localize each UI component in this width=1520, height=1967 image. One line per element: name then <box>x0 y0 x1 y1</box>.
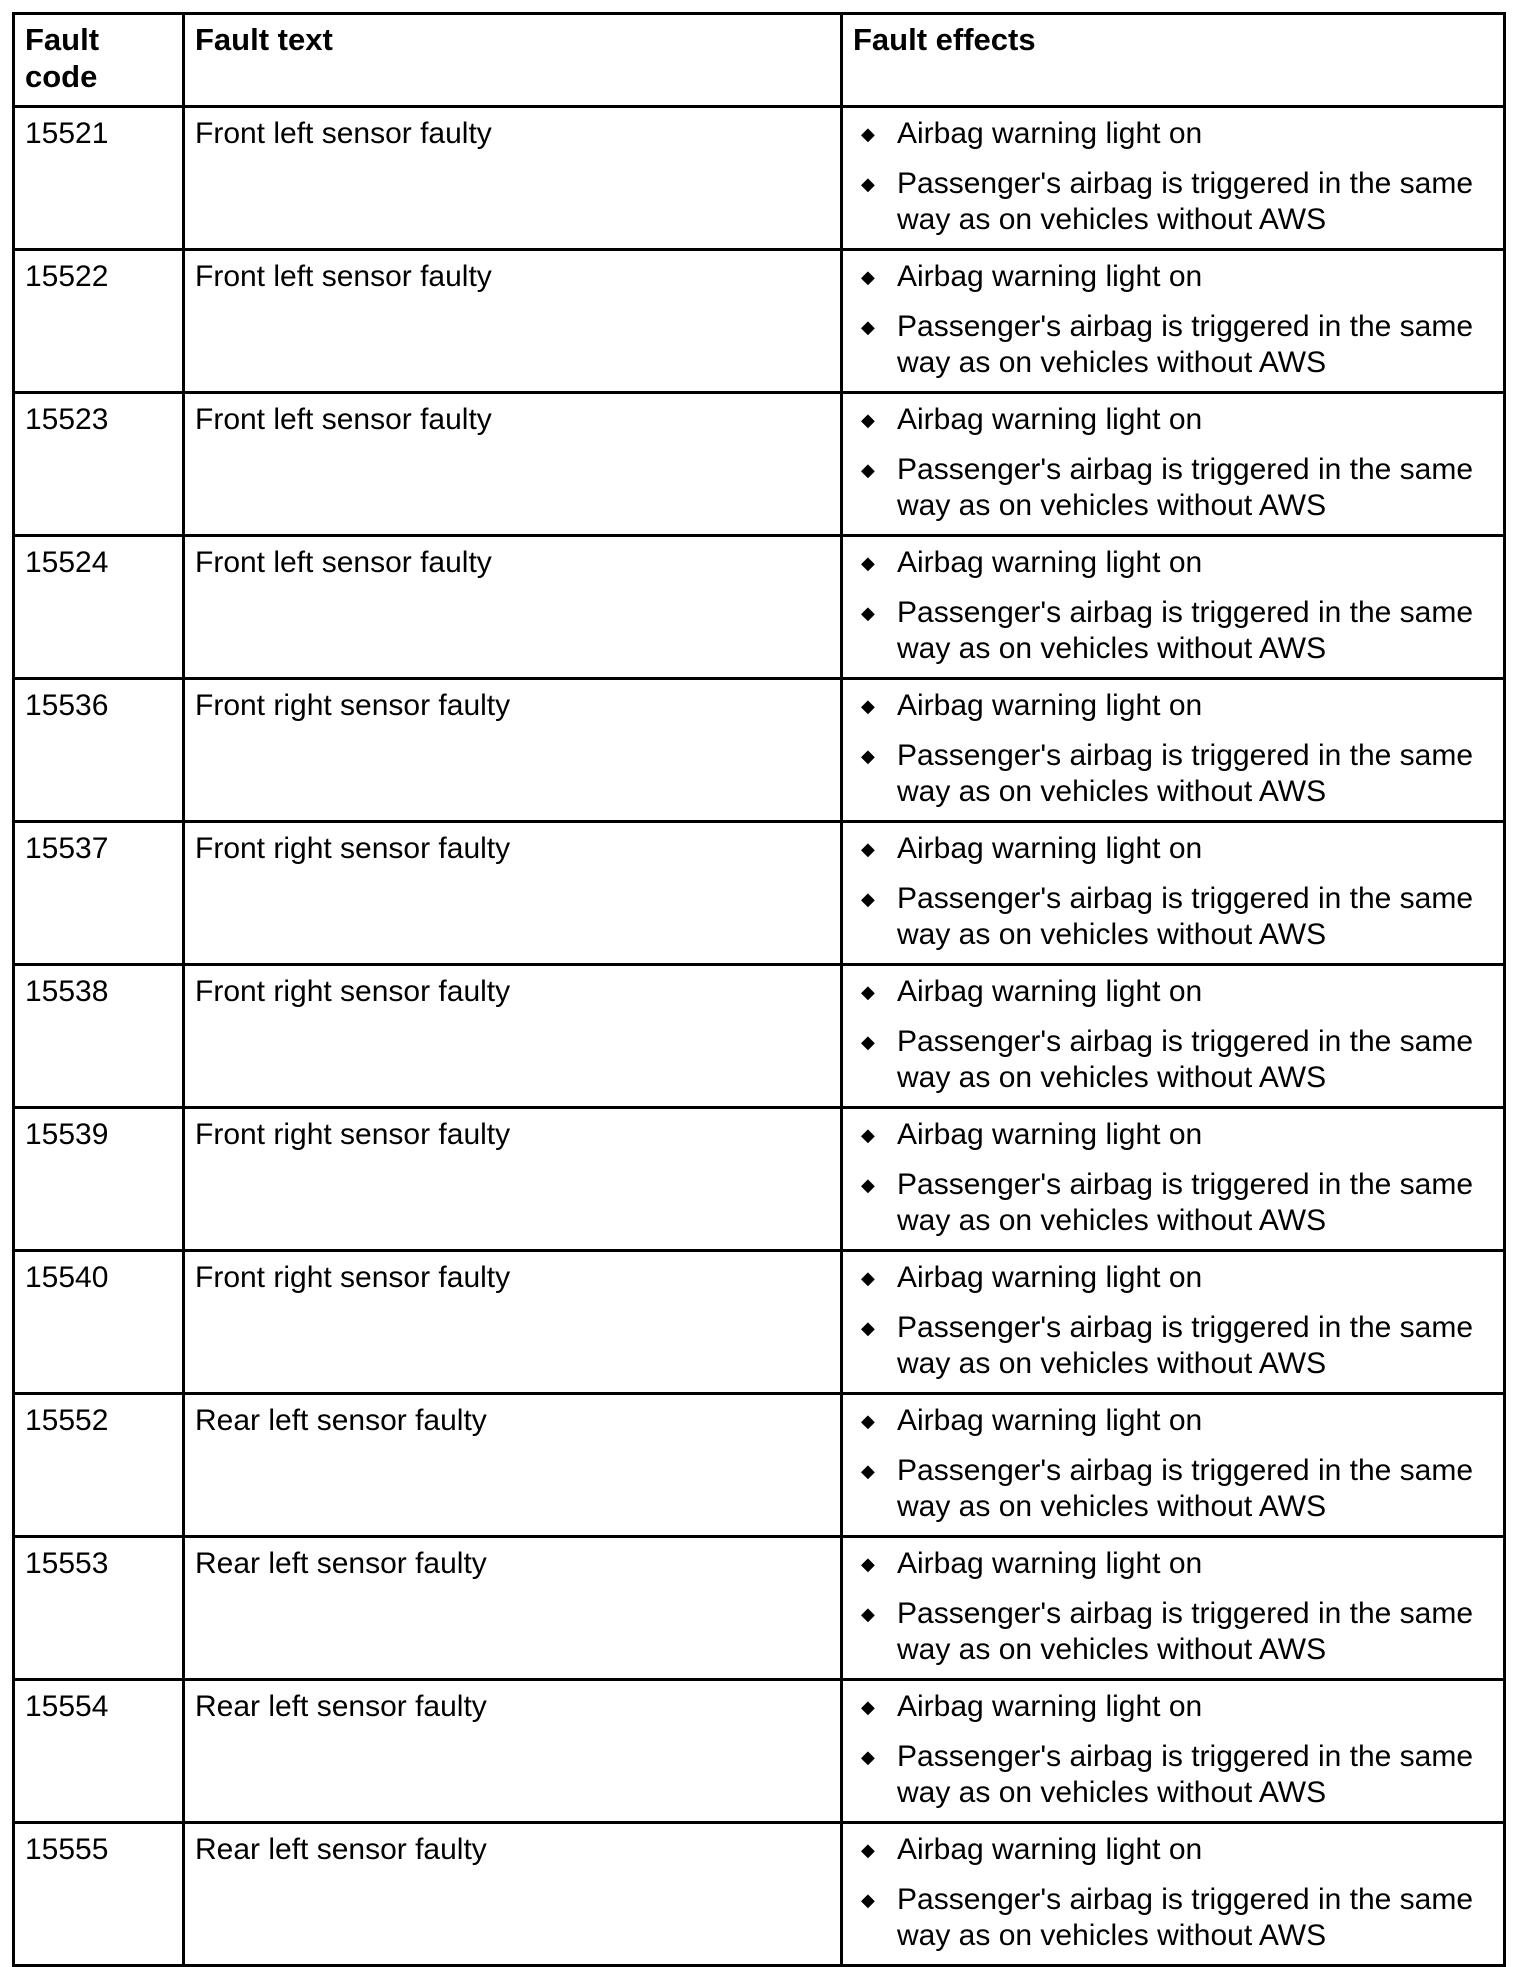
list-item <box>853 974 1491 1010</box>
diamond-bullet-icon: ◆ <box>861 460 875 480</box>
fault-effects-list <box>853 1832 1491 1954</box>
fault-code-cell: 15523 <box>14 393 184 536</box>
fault-effects-cell <box>842 1537 1505 1680</box>
diamond-bullet-icon: ◆ <box>861 410 875 430</box>
diamond-bullet-icon: ◆ <box>861 1890 875 1910</box>
fault-code-cell: 15538 <box>14 965 184 1108</box>
diamond-bullet-icon: ◆ <box>861 1411 875 1431</box>
list-item <box>853 1689 1491 1725</box>
diamond-bullet-icon: ◆ <box>861 1318 875 1338</box>
fault-effect-text: Airbag warning light on <box>897 1833 1203 1866</box>
diamond-bullet-icon: ◆ <box>861 696 875 716</box>
diamond-bullet-icon: ◆ <box>861 1747 875 1767</box>
fault-effect-text: Passenger's airbag is triggered in the same way as on vehicles without AWS <box>897 1025 1474 1094</box>
fault-code-cell: 15554 <box>14 1680 184 1823</box>
fault-effect-text: Passenger's airbag is triggered in the same way as on vehicles without AWS <box>897 882 1474 951</box>
list-item <box>853 1167 1491 1239</box>
table-row <box>14 1394 1505 1537</box>
diamond-bullet-icon: ◆ <box>861 889 875 909</box>
list-item <box>853 452 1491 524</box>
fault-effect-text: Airbag warning light on <box>897 117 1203 150</box>
fault-effects-list <box>853 259 1491 381</box>
fault-text-cell: Front right sensor faulty <box>184 1108 842 1251</box>
fault-effect-text: Passenger's airbag is triggered in the same way as on vehicles without AWS <box>897 310 1474 379</box>
fault-effect-text: Passenger's airbag is triggered in the same way as on vehicles without AWS <box>897 1454 1474 1523</box>
diamond-bullet-icon: ◆ <box>861 746 875 766</box>
fault-effects-list <box>853 1689 1491 1811</box>
fault-effects-cell <box>842 1680 1505 1823</box>
fault-effect-text: Airbag warning light on <box>897 832 1203 865</box>
fault-effects-list <box>853 1117 1491 1239</box>
table-row <box>14 1108 1505 1251</box>
fault-text-cell: Front left sensor faulty <box>184 536 842 679</box>
fault-effects-list <box>853 402 1491 524</box>
diamond-bullet-icon: ◆ <box>861 1840 875 1860</box>
fault-effect-text: Airbag warning light on <box>897 1261 1203 1294</box>
diamond-bullet-icon: ◆ <box>861 174 875 194</box>
fault-effects-list <box>853 831 1491 953</box>
table-row <box>14 393 1505 536</box>
list-item <box>853 1117 1491 1153</box>
diamond-bullet-icon: ◆ <box>861 1604 875 1624</box>
diamond-bullet-icon: ◆ <box>861 1461 875 1481</box>
table-row <box>14 1251 1505 1394</box>
fault-text-cell: Rear left sensor faulty <box>184 1394 842 1537</box>
fault-text-cell: Rear left sensor faulty <box>184 1823 842 1966</box>
list-item <box>853 1546 1491 1582</box>
table-header-row <box>14 14 1505 107</box>
fault-effect-text: Airbag warning light on <box>897 403 1203 436</box>
fault-effect-text: Passenger's airbag is triggered in the same way as on vehicles without AWS <box>897 1311 1474 1380</box>
fault-effects-cell <box>842 393 1505 536</box>
fault-effect-text: Passenger's airbag is triggered in the same way as on vehicles without AWS <box>897 453 1474 522</box>
diamond-bullet-icon: ◆ <box>861 1032 875 1052</box>
fault-text-cell: Front left sensor faulty <box>184 107 842 250</box>
fault-effects-cell <box>842 1251 1505 1394</box>
fault-code-cell: 15537 <box>14 822 184 965</box>
fault-effect-text: Airbag warning light on <box>897 975 1203 1008</box>
fault-code-cell: 15540 <box>14 1251 184 1394</box>
fault-effects-list <box>853 974 1491 1096</box>
fault-text-cell: Front left sensor faulty <box>184 250 842 393</box>
fault-effects-cell <box>842 822 1505 965</box>
fault-effect-text: Airbag warning light on <box>897 1547 1203 1580</box>
fault-effect-text: Passenger's airbag is triggered in the same way as on vehicles without AWS <box>897 167 1474 236</box>
fault-effect-text: Passenger's airbag is triggered in the same way as on vehicles without AWS <box>897 1740 1474 1809</box>
table-row <box>14 965 1505 1108</box>
list-item <box>853 1024 1491 1096</box>
fault-effects-cell <box>842 1108 1505 1251</box>
fault-code-cell: 15522 <box>14 250 184 393</box>
fault-code-cell: 15539 <box>14 1108 184 1251</box>
fault-effects-list <box>853 116 1491 238</box>
table-row <box>14 107 1505 250</box>
fault-code-cell: 15524 <box>14 536 184 679</box>
fault-code-cell: 15521 <box>14 107 184 250</box>
diamond-bullet-icon: ◆ <box>861 553 875 573</box>
list-item <box>853 1882 1491 1954</box>
diamond-bullet-icon: ◆ <box>861 1554 875 1574</box>
fault-code-cell: 15555 <box>14 1823 184 1966</box>
fault-effect-text: Airbag warning light on <box>897 1404 1203 1437</box>
fault-effects-cell <box>842 679 1505 822</box>
list-item <box>853 1260 1491 1296</box>
fault-effect-text: Airbag warning light on <box>897 260 1203 293</box>
fault-effects-cell <box>842 107 1505 250</box>
diamond-bullet-icon: ◆ <box>861 982 875 1002</box>
fault-text-cell: Front right sensor faulty <box>184 822 842 965</box>
table-row <box>14 679 1505 822</box>
fault-effects-list <box>853 1546 1491 1668</box>
diamond-bullet-icon: ◆ <box>861 839 875 859</box>
list-item <box>853 1453 1491 1525</box>
list-item <box>853 545 1491 581</box>
fault-code-cell: 15552 <box>14 1394 184 1537</box>
fault-text-cell: Front right sensor faulty <box>184 1251 842 1394</box>
list-item <box>853 1832 1491 1868</box>
fault-effects-cell <box>842 965 1505 1108</box>
list-item <box>853 116 1491 152</box>
fault-text-cell: Front right sensor faulty <box>184 965 842 1108</box>
table-row <box>14 1680 1505 1823</box>
fault-effects-cell <box>842 250 1505 393</box>
diamond-bullet-icon: ◆ <box>861 1268 875 1288</box>
fault-code-cell: 15553 <box>14 1537 184 1680</box>
fault-effect-text: Airbag warning light on <box>897 546 1203 579</box>
fault-text-cell: Front right sensor faulty <box>184 679 842 822</box>
table-row <box>14 1823 1505 1966</box>
list-item <box>853 1596 1491 1668</box>
fault-effect-text: Passenger's airbag is triggered in the same way as on vehicles without AWS <box>897 1168 1474 1237</box>
fault-effect-text: Airbag warning light on <box>897 1118 1203 1151</box>
fault-effects-list <box>853 545 1491 667</box>
list-item <box>853 1739 1491 1811</box>
list-item <box>853 1310 1491 1382</box>
fault-effects-cell <box>842 1394 1505 1537</box>
header-fault-text: Fault text <box>184 14 842 107</box>
list-item <box>853 259 1491 295</box>
fault-effects-list <box>853 688 1491 810</box>
fault-code-table <box>12 12 1506 1967</box>
diamond-bullet-icon: ◆ <box>861 124 875 144</box>
fault-effect-text: Passenger's airbag is triggered in the same way as on vehicles without AWS <box>897 1597 1474 1666</box>
list-item <box>853 309 1491 381</box>
list-item <box>853 402 1491 438</box>
header-fault-effects: Fault effects <box>842 14 1505 107</box>
fault-effect-text: Passenger's airbag is triggered in the same way as on vehicles without AWS <box>897 596 1474 665</box>
diamond-bullet-icon: ◆ <box>861 317 875 337</box>
fault-effect-text: Airbag warning light on <box>897 1690 1203 1723</box>
diamond-bullet-icon: ◆ <box>861 267 875 287</box>
header-fault-code-line2: code <box>25 59 98 94</box>
header-fault-code <box>14 14 184 107</box>
header-fault-code-line1: Fault <box>25 22 100 57</box>
diamond-bullet-icon: ◆ <box>861 1697 875 1717</box>
fault-effects-cell <box>842 1823 1505 1966</box>
fault-code-cell: 15536 <box>14 679 184 822</box>
table-row <box>14 250 1505 393</box>
diamond-bullet-icon: ◆ <box>861 1175 875 1195</box>
list-item <box>853 738 1491 810</box>
fault-effects-list <box>853 1260 1491 1382</box>
fault-effect-text: Passenger's airbag is triggered in the same way as on vehicles without AWS <box>897 739 1474 808</box>
fault-effects-list <box>853 1403 1491 1525</box>
list-item <box>853 688 1491 724</box>
list-item <box>853 595 1491 667</box>
list-item <box>853 166 1491 238</box>
fault-effect-text: Passenger's airbag is triggered in the same way as on vehicles without AWS <box>897 1883 1474 1952</box>
table-row <box>14 536 1505 679</box>
fault-effects-cell <box>842 536 1505 679</box>
list-item <box>853 881 1491 953</box>
table-row <box>14 1537 1505 1680</box>
fault-effect-text: Airbag warning light on <box>897 689 1203 722</box>
diamond-bullet-icon: ◆ <box>861 1125 875 1145</box>
table-row <box>14 822 1505 965</box>
list-item <box>853 831 1491 867</box>
fault-text-cell: Rear left sensor faulty <box>184 1680 842 1823</box>
fault-text-cell: Front left sensor faulty <box>184 393 842 536</box>
list-item <box>853 1403 1491 1439</box>
fault-text-cell: Rear left sensor faulty <box>184 1537 842 1680</box>
diamond-bullet-icon: ◆ <box>861 603 875 623</box>
